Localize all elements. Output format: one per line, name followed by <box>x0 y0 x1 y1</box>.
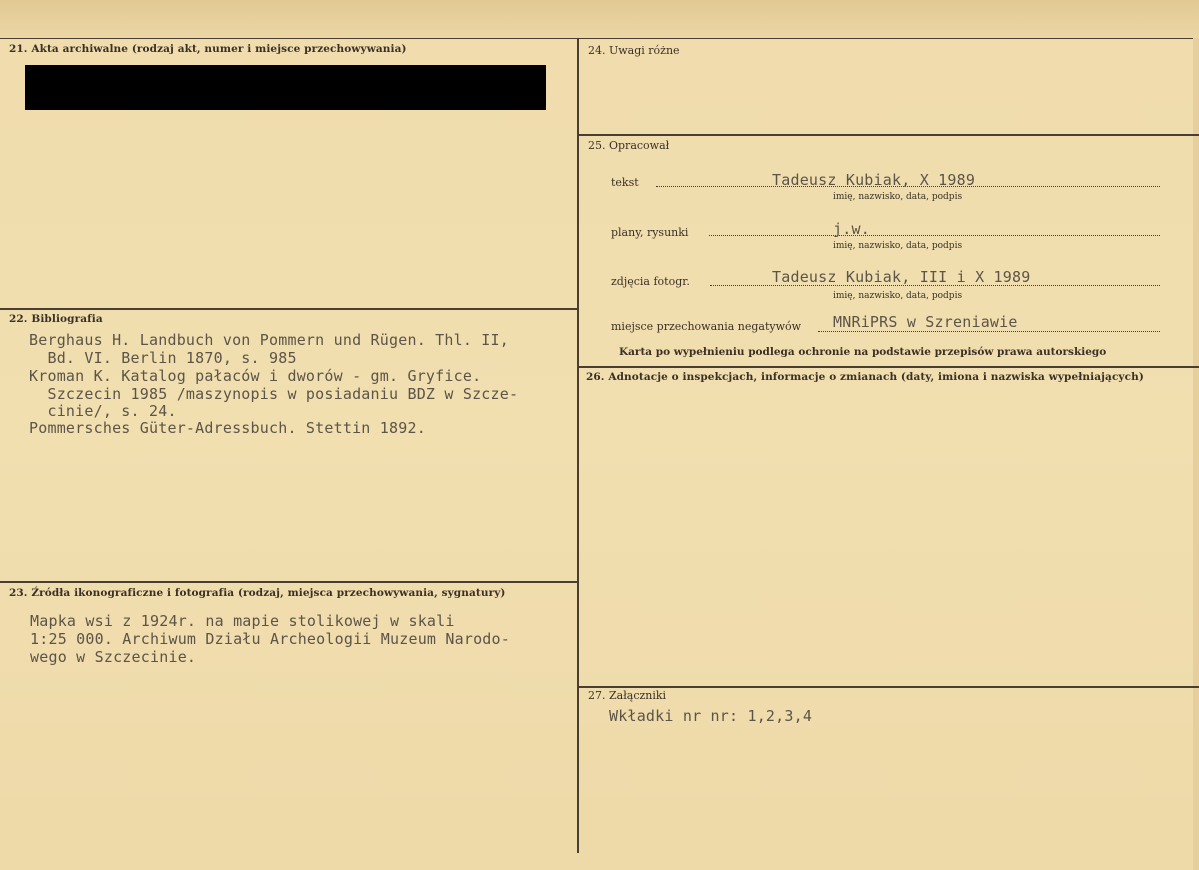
section-27-heading <box>588 689 666 702</box>
copyright-note: Karta po wypełnieniu podlega ochronie na podstawie przepisów prawa autorskiego <box>619 346 1107 358</box>
field-hint-zdjecia: imię, nazwisko, data, podpis <box>833 291 963 301</box>
column-divider <box>577 38 579 853</box>
field-value-negatywy: MNRiPRS w Szreniawie <box>833 313 1018 331</box>
section-26-number: 26. <box>586 371 605 383</box>
section-22-number: 22. <box>9 313 28 325</box>
section-26-label: Adnotacje o inspekcjach, informacje o zmianach (daty, imiona i nazwiska wypełniających) <box>608 371 1144 383</box>
section-25-label: Opracował <box>609 139 670 152</box>
divider-21-22 <box>0 308 577 310</box>
section-21-heading <box>9 43 407 55</box>
bibliography-line-4: Szczecin 1985 /maszynopis w posiadaniu BDZ w Szcze- <box>29 385 519 403</box>
field-line-negatywy <box>818 331 1160 332</box>
bibliography-line-5: cinie/, s. 24. <box>29 402 177 420</box>
iconography-line-2: 1:25 000. Archiwum Działu Archeologii Muzeum Narodo- <box>30 630 510 648</box>
field-value-zdjecia: Tadeusz Kubiak, III i X 1989 <box>772 268 1031 286</box>
section-23-label: Źródła ikonograficzne i fotografia (rodzaj, miejsca przechowywania, sygnatury) <box>31 587 506 599</box>
section-23-number: 23. <box>9 587 28 599</box>
field-value-plany: j.w. <box>833 220 870 238</box>
section-26-heading <box>586 371 1144 383</box>
divider-22-23 <box>0 581 577 583</box>
section-21-number: 21. <box>9 43 28 55</box>
section-27-number: 27. <box>588 689 606 702</box>
iconography-line-3: wego w Szczecinie. <box>30 648 197 666</box>
bibliography-line-6: Pommersches Güter-Adressbuch. Stettin 1892. <box>29 419 426 437</box>
section-25-heading <box>588 139 669 152</box>
section-24-heading <box>588 44 680 57</box>
field-label-zdjecia: zdjęcia fotogr. <box>611 275 690 288</box>
divider-26-27 <box>579 686 1199 688</box>
section-27-label: Załączniki <box>609 689 667 702</box>
card-top-strip <box>0 0 1199 39</box>
field-label-negatywy: miejsce przechowania negatywów <box>611 320 802 333</box>
bibliography-line-1: Berghaus H. Landbuch von Pommern und Rügen. Thl. II, <box>29 331 509 349</box>
section-25-number: 25. <box>588 139 606 152</box>
section-24-number: 24. <box>588 44 606 57</box>
field-hint-plany: imię, nazwisko, data, podpis <box>833 241 963 251</box>
card-right-edge <box>1193 38 1199 870</box>
section-23-heading <box>9 587 505 599</box>
section-21-label: Akta archiwalne (rodzaj akt, numer i miejsce przechowywania) <box>31 43 407 55</box>
section-22-label: Bibliografia <box>31 313 103 325</box>
field-label-plany: plany, rysunki <box>611 226 689 239</box>
field-value-tekst: Tadeusz Kubiak, X 1989 <box>772 171 976 189</box>
bibliography-line-2: Bd. VI. Berlin 1870, s. 985 <box>29 349 297 367</box>
iconography-line-1: Mapka wsi z 1924r. na mapie stolikowej w skali <box>30 612 455 630</box>
redaction-bar <box>25 65 546 110</box>
divider-24-25 <box>579 134 1199 136</box>
field-line-plany <box>709 235 1160 236</box>
section-24-label: Uwagi różne <box>609 44 680 57</box>
section-22-heading <box>9 313 103 325</box>
bibliography-line-3: Kroman K. Katalog pałaców i dworów - gm. Gryfice. <box>29 367 482 385</box>
field-hint-tekst: imię, nazwisko, data, podpis <box>833 192 963 202</box>
divider-25-26 <box>579 366 1199 368</box>
field-label-tekst: tekst <box>611 176 639 189</box>
attachments-value: Wkładki nr nr: 1,2,3,4 <box>609 707 813 725</box>
